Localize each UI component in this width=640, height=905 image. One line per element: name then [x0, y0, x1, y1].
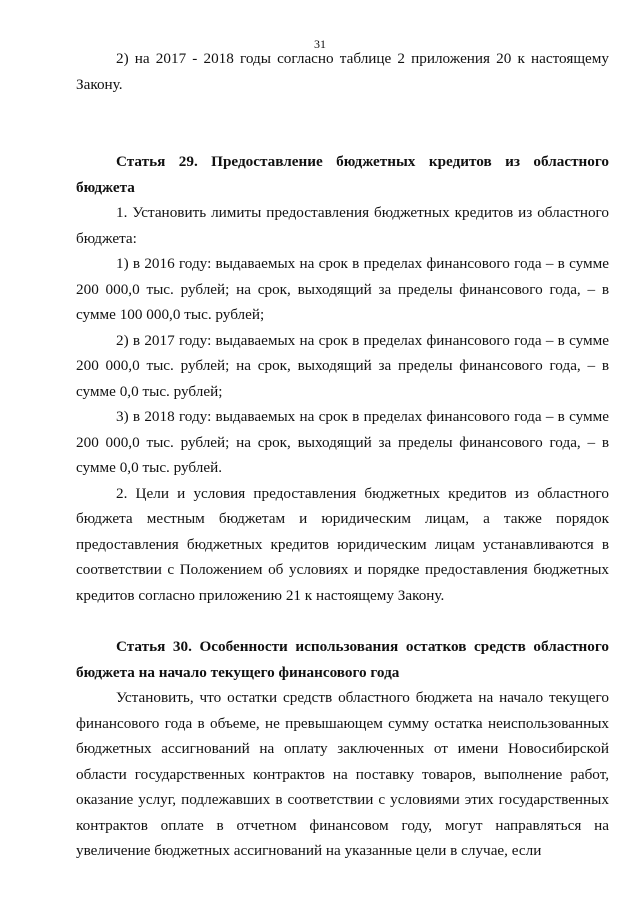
article-29-item-2016: 1) в 2016 году: выдаваемых на срок в пределах финансового года – в сумме 200 000,0 тыс. рублей; на срок, выходящий за пределы финансового года, – в сумме 100 000,0 тыс. рублей;: [76, 255, 609, 323]
article-29-heading: Статья 29. Предоставление бюджетных кредитов из областного бюджета: [76, 153, 609, 196]
intro-paragraph: 2) на 2017 - 2018 годы согласно таблице 2 приложения 20 к настоящему Закону.: [76, 50, 609, 93]
article-30-paragraph: Установить, что остатки средств областного бюджета на начало текущего финансового года в объеме, не превышающем сумму остатка неиспользованных бюджетных ассигнований на оплату заключенных от имени Новосибирской области государственных контрактов на поставку товаров, выполнение работ, оказание услуг, подлежавших в соответствии с условиями этих государственных контрактов оплате в отчетном финансовом году, могут направляться на увеличение бюджетных ассигнований на указанные цели в случае, если: [76, 689, 609, 859]
article-30-heading: Статья 30. Особенности использования остатков средств областного бюджета на начало текущего финансового года: [76, 638, 609, 681]
spacer: [76, 97, 609, 123]
article-29-item-2017: 2) в 2017 году: выдаваемых на срок в пределах финансового года – в сумме 200 000,0 тыс. рублей; на срок, выходящий за пределы финансового года, – в сумме 0,0 тыс. рублей;: [76, 331, 609, 400]
article-29-paragraph-1: 1. Установить лимиты предоставления бюджетных кредитов из областного бюджета:: [76, 204, 609, 247]
spacer: [76, 123, 609, 149]
page-number: 31: [314, 37, 326, 51]
article-29-item-2018: 3) в 2018 году: выдаваемых на срок в пределах финансового года – в сумме 200 000,0 тыс. рублей; на срок, выходящий за пределы финансового года, – в сумме 0,0 тыс. рублей.: [76, 408, 609, 476]
document-body: [76, 46, 609, 864]
article-29-paragraph-2: 2. Цели и условия предоставления бюджетных кредитов из областного бюджета местным бюджетам и юридическим лицам, а также порядок предоставления бюджетных кредитов юридическим лицам устанавливаются в соответствии с Положением об условиях и порядке предоставления бюджетных кредитов согласно приложению 21 к настоящему Закону.: [76, 484, 609, 604]
spacer: [76, 608, 609, 634]
